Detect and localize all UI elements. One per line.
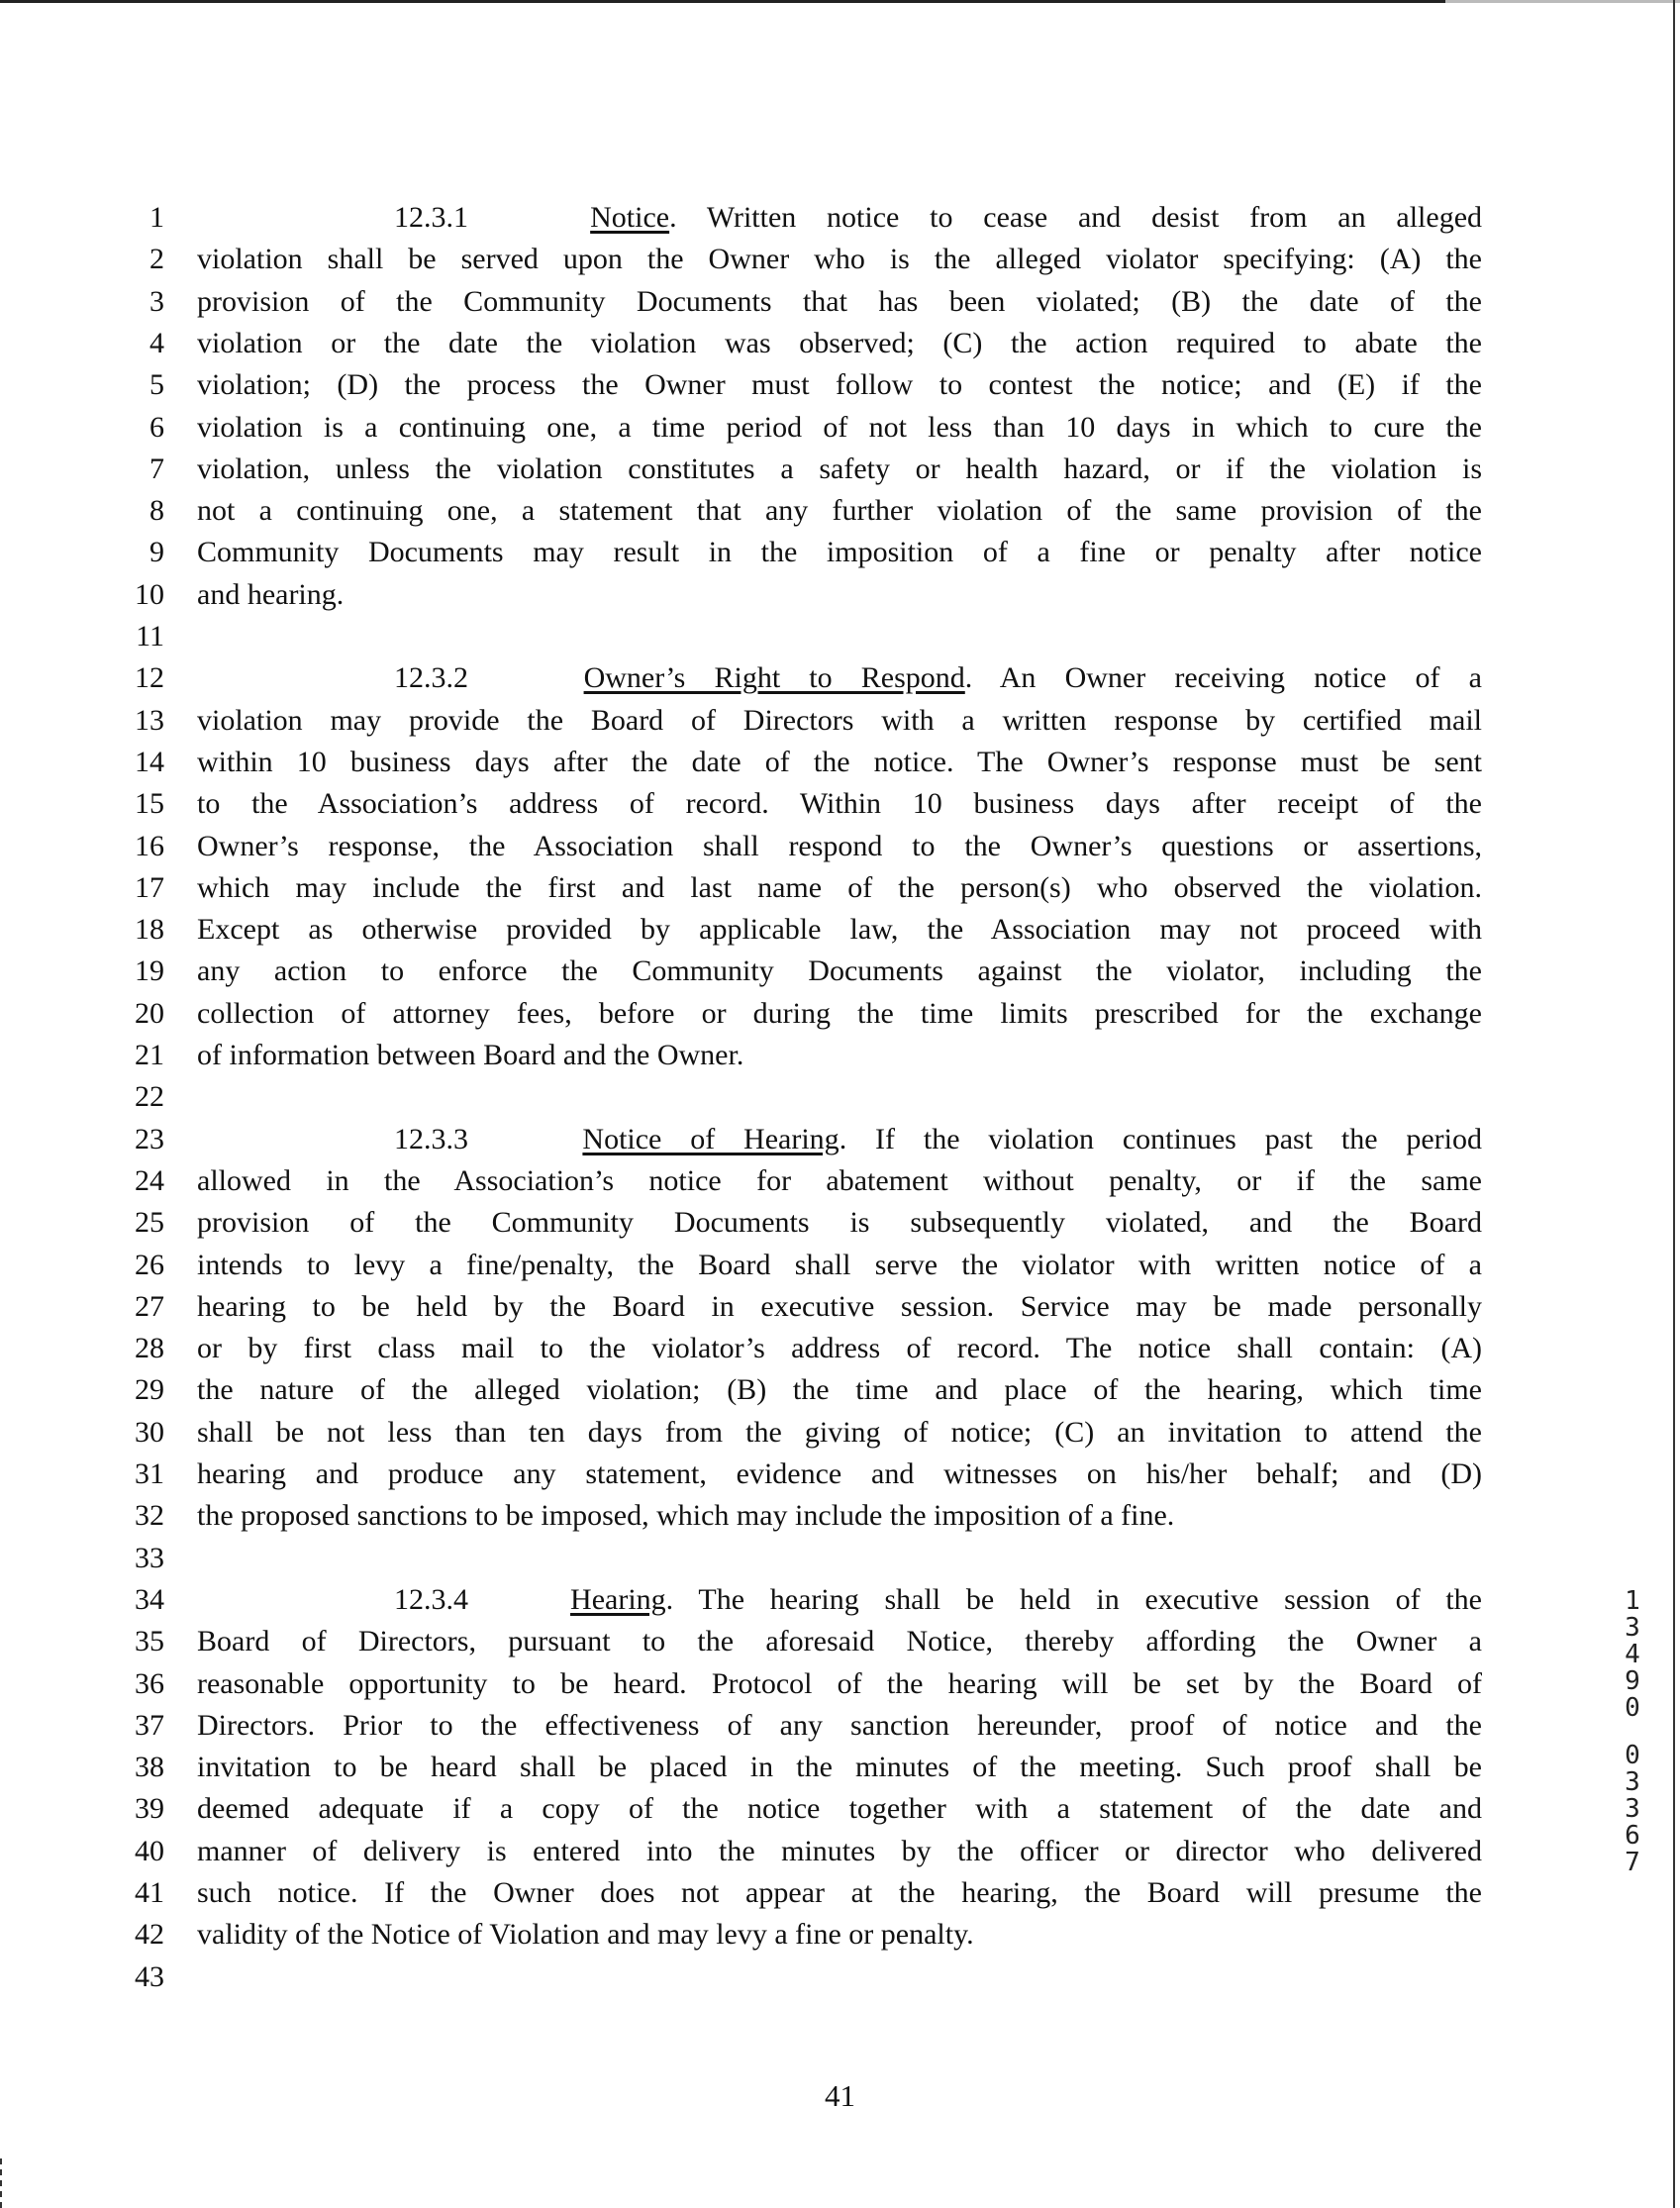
body-text-line: invitation to be heard shall be placed in the minutes of the meeting. Such proof shall be: [197, 1751, 1482, 1784]
document-line: [0, 1160, 1680, 1202]
body-text-line: the nature of the alleged violation; (B) the time and place of the hearing, which time: [197, 1373, 1482, 1407]
document-line: [0, 1663, 1680, 1705]
section-heading-line: [394, 197, 1482, 239]
line-number: 25: [135, 1206, 164, 1240]
line-number: 29: [135, 1373, 164, 1407]
line-number: 39: [135, 1792, 164, 1826]
document-line: [0, 1914, 1680, 1956]
line-number: 17: [135, 870, 164, 904]
document-line: [0, 1705, 1680, 1747]
line-number: 35: [135, 1625, 164, 1658]
document-line: [0, 657, 1680, 699]
section-heading-line: [394, 1579, 1482, 1621]
document-line: [0, 867, 1680, 909]
line-number: 7: [149, 452, 164, 485]
body-text-line: validity of the Notice of Violation and may levy a fine or penalty.: [197, 1918, 974, 1952]
body-text-line: Owner’s response, the Association shall respond to the Owner’s questions or assertions,: [197, 829, 1482, 862]
body-text-line: collection of attorney fees, before or during the time limits prescribed for the exchange: [197, 996, 1482, 1030]
line-number: 22: [135, 1080, 164, 1114]
document-line: [0, 323, 1680, 364]
line-number: 37: [135, 1708, 164, 1742]
body-text-line: the proposed sanctions to be imposed, which may include the imposition of a fine.: [197, 1499, 1175, 1533]
section-lead-text: . Written notice to cease and desist from an alleged: [669, 201, 1483, 234]
document-line: [0, 1119, 1680, 1160]
document-line: [0, 1788, 1680, 1830]
body-text-line: violation shall be served upon the Owner who is the alleged violator specifying: (A) the: [197, 243, 1482, 276]
line-number: 38: [135, 1751, 164, 1784]
document-line: [0, 574, 1680, 616]
body-text-line: violation or the date the violation was observed; (C) the action required to abate the: [197, 326, 1482, 359]
document-line: [0, 1202, 1680, 1244]
body-text-line: provision of the Community Documents that has been violated; (B) the date of the: [197, 284, 1482, 318]
section-lead-text: . An Owner receiving notice of a: [964, 661, 1482, 695]
document-line: [0, 1495, 1680, 1537]
recording-stamp-top: 1 3 4 9 0: [1625, 1586, 1640, 1723]
document-line: [0, 449, 1680, 490]
line-number: 32: [135, 1499, 164, 1533]
body-text-line: or by first class mail to the violator’s address of record. The notice shall contain: (A): [197, 1332, 1482, 1365]
document-line: [0, 1286, 1680, 1328]
document-line: [0, 281, 1680, 323]
document-line: [0, 532, 1680, 573]
line-number: 5: [149, 368, 164, 402]
section-lead-text: . If the violation continues past the period: [839, 1122, 1483, 1155]
document-line: [0, 783, 1680, 825]
body-text-line: within 10 business days after the date of the notice. The Owner’s response must be sent: [197, 745, 1482, 778]
document-line: [0, 239, 1680, 280]
document-line: [0, 700, 1680, 742]
document-line: [0, 1747, 1680, 1788]
document-line: [0, 1412, 1680, 1454]
line-number: 26: [135, 1248, 164, 1281]
body-text-line: Community Documents may result in the imposition of a fine or penalty after notice: [197, 536, 1482, 569]
body-text-line: hearing and produce any statement, evidence and witnesses on his/her behalf; and (D): [197, 1457, 1482, 1490]
body-text-line: of information between Board and the Owner.: [197, 1039, 744, 1071]
body-text-line: violation; (D) the process the Owner must follow to contest the notice; and (E) if the: [197, 368, 1482, 402]
line-number: 40: [135, 1834, 164, 1867]
line-number: 21: [135, 1039, 164, 1071]
line-number: 42: [135, 1918, 164, 1952]
document-line: [0, 1369, 1680, 1411]
line-number: 14: [135, 745, 164, 778]
line-number: 28: [135, 1332, 164, 1365]
section-heading: Notice of Hearing: [582, 1122, 840, 1155]
section-lead-text: . The hearing shall be held in executive session of the: [665, 1582, 1482, 1616]
document-line: [0, 1579, 1680, 1621]
document-line: [0, 951, 1680, 992]
document-line: [0, 1328, 1680, 1369]
body-text-line: hearing to be held by the Board in executive session. Service may be made personally: [197, 1289, 1482, 1323]
recording-stamp-bottom: 0 3 3 6 7: [1625, 1741, 1640, 1877]
line-number: 12: [135, 661, 164, 695]
body-text-line: not a continuing one, a statement that any further violation of the same provision of the: [197, 494, 1482, 528]
line-number: 2: [149, 243, 164, 276]
document-line: [0, 1035, 1680, 1076]
body-text-line: shall be not less than ten days from the giving of notice; (C) an invitation to attend the: [197, 1415, 1482, 1449]
line-number: 23: [135, 1122, 164, 1155]
section-number: 12.3.1: [394, 201, 591, 234]
line-number: 31: [135, 1457, 164, 1490]
section-heading: Owner’s Right to Respond: [583, 661, 965, 695]
section-heading: Notice: [590, 201, 670, 234]
line-number: 4: [149, 326, 164, 359]
line-number: 6: [149, 410, 164, 444]
body-text-line: Directors. Prior to the effectiveness of any sanction hereunder, proof of notice and the: [197, 1708, 1482, 1742]
section-number: 12.3.3: [394, 1122, 583, 1155]
line-number: 27: [135, 1289, 164, 1323]
line-number: 43: [135, 1959, 164, 1993]
body-text-line: any action to enforce the Community Documents against the violator, including the: [197, 954, 1482, 988]
line-number: 1: [149, 201, 164, 234]
document-line: [0, 826, 1680, 867]
body-text-line: violation is a continuing one, a time period of not less than 10 days in which to cure the: [197, 410, 1482, 444]
line-number: 41: [135, 1876, 164, 1909]
line-number: 19: [135, 954, 164, 988]
body-text-line: allowed in the Association’s notice for abatement without penalty, or if the same: [197, 1163, 1482, 1197]
line-number: 9: [149, 536, 164, 569]
document-line: [0, 1076, 1680, 1118]
body-text-line: reasonable opportunity to be heard. Protocol of the hearing will be set by the Board of: [197, 1666, 1482, 1700]
line-number: 36: [135, 1666, 164, 1700]
line-number: 30: [135, 1415, 164, 1449]
line-number: 11: [136, 620, 164, 652]
document-line: [0, 1957, 1680, 1998]
document-line: [0, 490, 1680, 532]
line-number: 13: [135, 703, 164, 737]
document-line: [0, 1245, 1680, 1286]
body-text-line: deemed adequate if a copy of the notice together with a statement of the date and: [197, 1792, 1482, 1826]
body-text-line: Except as otherwise provided by applicable law, the Association may not proceed with: [197, 913, 1482, 947]
document-line: [0, 364, 1680, 406]
body-text-line: such notice. If the Owner does not appear at the hearing, the Board will presume the: [197, 1876, 1482, 1909]
body-text-line: intends to levy a fine/penalty, the Board shall serve the violator with written notice of a: [197, 1248, 1482, 1281]
page-number: 41: [825, 2078, 855, 2113]
document-line: [0, 197, 1680, 239]
body-text-line: to the Association’s address of record. Within 10 business days after receipt of the: [197, 787, 1482, 821]
body-text-line: Board of Directors, pursuant to the aforesaid Notice, thereby affording the Owner a: [197, 1625, 1482, 1658]
line-number: 3: [149, 284, 164, 318]
section-number: 12.3.4: [394, 1582, 571, 1616]
line-number: 34: [135, 1582, 164, 1616]
body-text-line: provision of the Community Documents is subsequently violated, and the Board: [197, 1206, 1482, 1240]
body-text-line: which may include the first and last name of the person(s) who observed the violation.: [197, 870, 1482, 904]
line-number: 18: [135, 913, 164, 947]
body-text-line: manner of delivery is entered into the minutes by the officer or director who delivered: [197, 1834, 1482, 1867]
body-text-line: violation, unless the violation constitutes a safety or health hazard, or if the violation is: [197, 452, 1482, 485]
body-text-line: and hearing.: [197, 577, 345, 611]
document-line: [0, 909, 1680, 951]
document-line: [0, 993, 1680, 1035]
body-text-line: violation may provide the Board of Directors with a written response by certified mail: [197, 703, 1482, 737]
line-number: 8: [149, 494, 164, 528]
line-number: 15: [135, 787, 164, 821]
document-line: [0, 407, 1680, 449]
document-line: [0, 616, 1680, 657]
document-line: [0, 742, 1680, 783]
section-heading: Hearing: [570, 1582, 666, 1616]
line-number: 16: [135, 829, 164, 862]
document-line: [0, 1454, 1680, 1495]
section-heading-line: [394, 1119, 1482, 1160]
line-number: 24: [135, 1163, 164, 1197]
section-number: 12.3.2: [394, 661, 584, 695]
line-number: 10: [135, 577, 164, 611]
line-number: 33: [135, 1541, 164, 1574]
section-heading-line: [394, 657, 1482, 699]
line-number: 20: [135, 996, 164, 1030]
document-line: [0, 1538, 1680, 1579]
document-line: [0, 1621, 1680, 1662]
document-line: [0, 1872, 1680, 1914]
document-line: [0, 1831, 1680, 1872]
